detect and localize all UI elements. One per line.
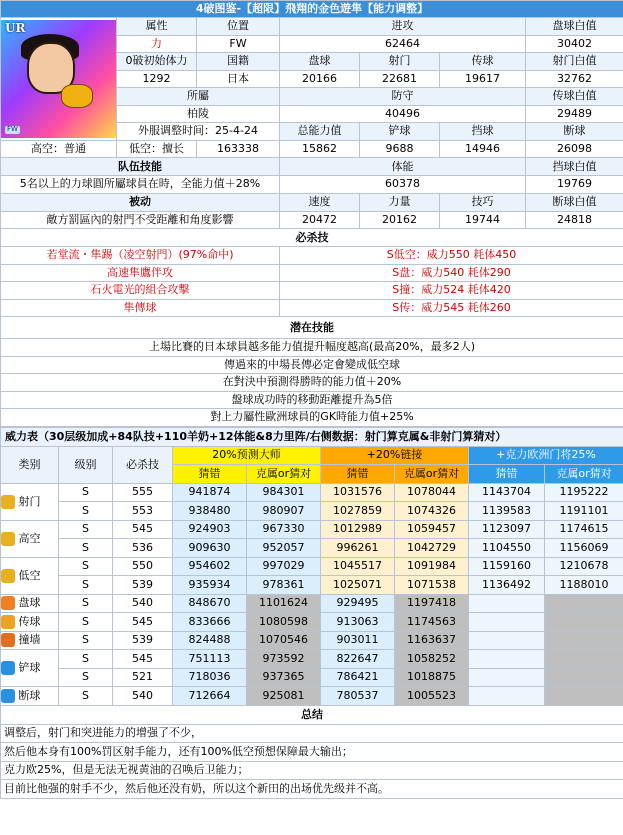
power-value-cell: 996261 <box>321 539 395 558</box>
pass-white-label: 传球白值 <box>526 88 623 106</box>
power-value-cell: 718036 <box>173 668 247 687</box>
power-row-type <box>1 613 59 632</box>
power-row-level: S <box>59 502 113 521</box>
power-value-cell <box>545 650 623 669</box>
power-value-cell: 1025071 <box>321 576 395 595</box>
skill-type-icon <box>1 569 15 583</box>
power-value-cell: 954602 <box>173 557 247 576</box>
adjust-date: 外服调整时间：25-4-24 <box>117 123 280 141</box>
potential-item-5: 對上力屬性歐洲球員的GK時能力值+25% <box>1 409 623 427</box>
power-value-cell <box>545 668 623 687</box>
power-row-skill: 553 <box>113 502 173 521</box>
intercept-label: 断球 <box>526 123 623 141</box>
group1-guess: 猜错 <box>173 465 247 484</box>
block-label: 挡球 <box>440 123 526 141</box>
glove-shape <box>61 84 93 108</box>
power-value-cell: 848670 <box>173 594 247 613</box>
potential-item-4: 盤球成功時的移動距離提升為5倍 <box>1 391 623 409</box>
shoot-white-label: 射门白值 <box>526 53 623 71</box>
power-value-cell <box>469 650 545 669</box>
power-value-cell: 952057 <box>247 539 321 558</box>
power-value-cell <box>469 594 545 613</box>
power-value-cell: 903011 <box>321 631 395 650</box>
special-stat-1: S低空：威力550 耗体450 <box>280 247 623 265</box>
level-header: 级别 <box>59 446 113 483</box>
power-row-type <box>1 520 59 557</box>
rarity-badge: UR <box>5 20 26 35</box>
power-row <box>1 576 623 595</box>
power-value-cell: 1031576 <box>321 483 395 502</box>
power-value-cell <box>545 631 623 650</box>
power-row-skill: 540 <box>113 687 173 706</box>
dribble-white-label: 盘球白值 <box>526 18 623 36</box>
total-value: 163338 <box>197 140 280 158</box>
passive-text: 敵方罰區內的射門不受距離和角度影響 <box>1 211 280 229</box>
physical-value: 60378 <box>280 176 526 194</box>
shoot-white-value: 32762 <box>526 70 623 88</box>
power-value-cell: 1058252 <box>395 650 469 669</box>
type-header: 类别 <box>1 446 59 483</box>
special-name-4: 隼傳球 <box>1 299 280 317</box>
power-row-skill: 545 <box>113 650 173 669</box>
power-row-type-label: 盘球 <box>18 596 41 610</box>
group2-header: +20%链接 <box>321 446 469 465</box>
power-row-level: S <box>59 539 113 558</box>
power-value-cell: 1136492 <box>469 576 545 595</box>
power-row-level: S <box>59 613 113 632</box>
potential-title: 潜在技能 <box>1 317 623 339</box>
power-value-cell: 967330 <box>247 520 321 539</box>
skill-type-icon <box>1 532 15 546</box>
power-value-cell: 1091984 <box>395 557 469 576</box>
skill-type-icon <box>1 615 15 629</box>
power-row-level: S <box>59 557 113 576</box>
power-row-skill: 550 <box>113 557 173 576</box>
power-row-level: S <box>59 483 113 502</box>
skill-type-icon <box>1 633 15 647</box>
power-value-cell: 1191101 <box>545 502 623 521</box>
potential-item-3: 在對決中預測得勝時的能力值＋20% <box>1 374 623 392</box>
power-value-cell: 980907 <box>247 502 321 521</box>
power-row-type-label: 传球 <box>18 614 41 628</box>
power-value-cell <box>469 631 545 650</box>
power-row-level: S <box>59 687 113 706</box>
power-value-cell: 751113 <box>173 650 247 669</box>
power-value-cell: 1045517 <box>321 557 395 576</box>
power-value-cell: 1139583 <box>469 502 545 521</box>
attr-label: 属性 <box>117 18 197 36</box>
power-value-cell <box>545 594 623 613</box>
power-value-cell: 1042729 <box>395 539 469 558</box>
special-name-3: 石火電光的組合攻擊 <box>1 282 280 300</box>
power-value-cell: 833666 <box>173 613 247 632</box>
power-value-cell: 1012989 <box>321 520 395 539</box>
power-row <box>1 520 623 539</box>
attr-value: 力 <box>117 35 197 53</box>
power-row <box>1 668 623 687</box>
special-stat-2: S盘：威力540 耗体290 <box>280 264 623 282</box>
group1-header: 20%预测大师 <box>173 446 321 465</box>
dribble-value: 20166 <box>280 70 360 88</box>
power-value-cell: 929495 <box>321 594 395 613</box>
power-value-cell: 1018875 <box>395 668 469 687</box>
power-row-type-label: 低空 <box>18 568 41 582</box>
potential-item-1: 上場比賽的日本球員越多能力值提升幅度越高(最高20%，最多2人) <box>1 339 623 357</box>
power-value-cell: 1070546 <box>247 631 321 650</box>
position-badge: FW <box>7 125 18 134</box>
power-value-cell <box>469 687 545 706</box>
power-row <box>1 557 623 576</box>
power-row-level: S <box>59 576 113 595</box>
tackle-label: 铲球 <box>360 123 440 141</box>
power-value-cell: 1059457 <box>395 520 469 539</box>
passive-label: 被动 <box>1 193 280 211</box>
progress-value: 62464 <box>280 35 526 53</box>
team-value: 柏陵 <box>117 105 280 123</box>
special-name-1: 若堂流・隼踢（凌空射門）(97%命中) <box>1 247 280 265</box>
power-value: 20162 <box>360 211 440 229</box>
intercept-value: 14946 <box>440 140 526 158</box>
nation-label: 国籍 <box>197 53 280 71</box>
power-value-cell: 1210678 <box>545 557 623 576</box>
power-value-cell: 1071538 <box>395 576 469 595</box>
stamina0-label: 0破初始体力 <box>117 53 197 71</box>
skill-type-icon <box>1 596 15 610</box>
power-value-cell: 935934 <box>173 576 247 595</box>
power-value-cell: 984301 <box>247 483 321 502</box>
power-row <box>1 687 623 706</box>
power-value-cell: 1080598 <box>247 613 321 632</box>
power-value-cell: 1074326 <box>395 502 469 521</box>
power-row-type-label: 铲球 <box>18 661 41 674</box>
power-value-cell: 786421 <box>321 668 395 687</box>
power-value-cell: 1195222 <box>545 483 623 502</box>
defense-label: 防守 <box>280 88 526 106</box>
progress-label: 进攻 <box>280 18 526 36</box>
power-row-skill: 536 <box>113 539 173 558</box>
power-value-cell: 1174563 <box>395 613 469 632</box>
speed-label: 速度 <box>280 193 360 211</box>
defense-value: 40496 <box>280 105 526 123</box>
total-label: 总能力值 <box>280 123 360 141</box>
power-value-cell: 1123097 <box>469 520 545 539</box>
power-row-type <box>1 687 59 706</box>
power-row-skill: 540 <box>113 594 173 613</box>
shoot-value: 22681 <box>360 70 440 88</box>
power-row-level: S <box>59 594 113 613</box>
power-value-cell: 1104550 <box>469 539 545 558</box>
power-row-type <box>1 650 59 687</box>
power-row-level: S <box>59 631 113 650</box>
technique-label: 技巧 <box>440 193 526 211</box>
team-skill-text: 5名以上的力球圓所屬球員在時，全能力值＋28% <box>1 176 280 194</box>
team-skill-label: 队伍技能 <box>1 158 280 176</box>
dribble-white-value: 30402 <box>526 35 623 53</box>
special-title: 必杀技 <box>1 229 623 247</box>
power-value-cell <box>545 687 623 706</box>
power-value-cell: 822647 <box>321 650 395 669</box>
power-value-cell <box>545 613 623 632</box>
power-value-cell: 997029 <box>247 557 321 576</box>
power-value-cell: 1143704 <box>469 483 545 502</box>
block-value: 9688 <box>360 140 440 158</box>
tackle-value: 15862 <box>280 140 360 158</box>
block-white-label: 挡球白值 <box>526 158 623 176</box>
nation-value: 日本 <box>197 70 280 88</box>
pass-white-value: 29489 <box>526 105 623 123</box>
special-stat-4: S传：威力545 耗体260 <box>280 299 623 317</box>
pos-value: FW <box>197 35 280 53</box>
power-value-cell: 909630 <box>173 539 247 558</box>
pos-label: 位置 <box>197 18 280 36</box>
summary-line-4: 目前比他强的射手不少，然后他还没有奶，所以这个新田的出场优先级并不高。 <box>1 780 623 799</box>
power-value-cell: 1197418 <box>395 594 469 613</box>
power-value-cell: 913063 <box>321 613 395 632</box>
power-value-cell: 924903 <box>173 520 247 539</box>
power-row-type-label: 撞墙 <box>18 633 41 647</box>
power-value-cell: 1027859 <box>321 502 395 521</box>
power-row-level: S <box>59 650 113 669</box>
power-value-cell: 938480 <box>173 502 247 521</box>
character-portrait <box>1 18 117 141</box>
stamina0-value: 1292 <box>117 70 197 88</box>
power-table-title: 威力表（30层级加成+84队技+110羊奶+12体能&8力里阵/右侧数据：射门算克属&非射门算猜对） <box>1 427 623 446</box>
shoot-label: 射门 <box>360 53 440 71</box>
intercept-white-value: 24818 <box>526 211 623 229</box>
summary-line-1: 调整后，射门和突进能力的增强了不少， <box>1 724 623 743</box>
power-row <box>1 650 623 669</box>
power-value-cell: 1078044 <box>395 483 469 502</box>
power-value-cell <box>469 613 545 632</box>
skill-type-icon <box>1 495 15 509</box>
power-value-cell: 712664 <box>173 687 247 706</box>
power-value-cell: 824488 <box>173 631 247 650</box>
power-value-cell: 1005523 <box>395 687 469 706</box>
power-row <box>1 483 623 502</box>
power-value-cell: 1163637 <box>395 631 469 650</box>
power-value-cell: 1156069 <box>545 539 623 558</box>
physical-label: 体能 <box>280 158 526 176</box>
technique-value: 19744 <box>440 211 526 229</box>
power-row-type-label: 射门 <box>18 494 41 508</box>
power-row-type-label: 断球 <box>18 688 41 702</box>
power-row-type <box>1 557 59 594</box>
power-value-cell: 973592 <box>247 650 321 669</box>
skill-type-icon <box>1 661 15 675</box>
group3-counter: 克属or猜对 <box>545 465 623 484</box>
power-value-cell: 937365 <box>247 668 321 687</box>
team-label: 所屬 <box>117 88 280 106</box>
power-row-type <box>1 594 59 613</box>
summary-line-3: 克力欧25%，但是无法无视黄油的召唤后卫能力； <box>1 761 623 780</box>
tackle-white-value: 26098 <box>526 140 623 158</box>
power-row-skill: 545 <box>113 520 173 539</box>
skill-header: 必杀技 <box>113 446 173 483</box>
group3-guess: 猜错 <box>469 465 545 484</box>
power-row <box>1 539 623 558</box>
group2-guess: 猜错 <box>321 465 395 484</box>
power-row-skill: 545 <box>113 613 173 632</box>
power-row-level: S <box>59 668 113 687</box>
power-row <box>1 594 623 613</box>
aerial-rating: 高空：普通 <box>1 140 117 158</box>
group3-header: +克力欧洲门将25% <box>469 446 623 465</box>
power-value-cell: 780537 <box>321 687 395 706</box>
dribble-label: 盘球 <box>280 53 360 71</box>
power-table <box>0 427 623 799</box>
power-row <box>1 613 623 632</box>
special-name-2: 高速隼鷹伴攻 <box>1 264 280 282</box>
power-row <box>1 502 623 521</box>
power-label: 力量 <box>360 193 440 211</box>
pass-value: 19617 <box>440 70 526 88</box>
power-value-cell: 1101624 <box>247 594 321 613</box>
special-stat-3: S撞：威力524 耗体420 <box>280 282 623 300</box>
power-value-cell: 1188010 <box>545 576 623 595</box>
pass-label: 传球 <box>440 53 526 71</box>
power-row-type <box>1 631 59 650</box>
speed-value: 20472 <box>280 211 360 229</box>
power-row-type-label: 高空 <box>18 531 41 545</box>
power-value-cell <box>469 668 545 687</box>
intercept-white-label: 断球白值 <box>526 193 623 211</box>
group1-counter: 克属or猜对 <box>247 465 321 484</box>
group2-counter: 克属or猜对 <box>395 465 469 484</box>
power-row-level: S <box>59 520 113 539</box>
low-rating: 低空：擅长 <box>117 140 197 158</box>
power-row-skill: 555 <box>113 483 173 502</box>
power-row-skill: 539 <box>113 576 173 595</box>
power-row-type <box>1 483 59 520</box>
summary-line-2: 然后他本身有100%罚区射手能力，还有100%低空预想保障最大输出； <box>1 743 623 762</box>
power-row <box>1 631 623 650</box>
power-row-skill: 539 <box>113 631 173 650</box>
power-value-cell: 1174615 <box>545 520 623 539</box>
block-white-value: 19769 <box>526 176 623 194</box>
power-value-cell: 1159160 <box>469 557 545 576</box>
power-value-cell: 925081 <box>247 687 321 706</box>
page-title: 4破图鉴-【超限】飛翔的金色遊隼【能力调整】 <box>1 1 623 18</box>
skill-type-icon <box>1 689 15 703</box>
power-value-cell: 978361 <box>247 576 321 595</box>
power-row-skill: 521 <box>113 668 173 687</box>
summary-title: 总结 <box>1 705 623 724</box>
potential-item-2: 傳過來的中場長傳必定會變成低空球 <box>1 356 623 374</box>
power-value-cell: 941874 <box>173 483 247 502</box>
